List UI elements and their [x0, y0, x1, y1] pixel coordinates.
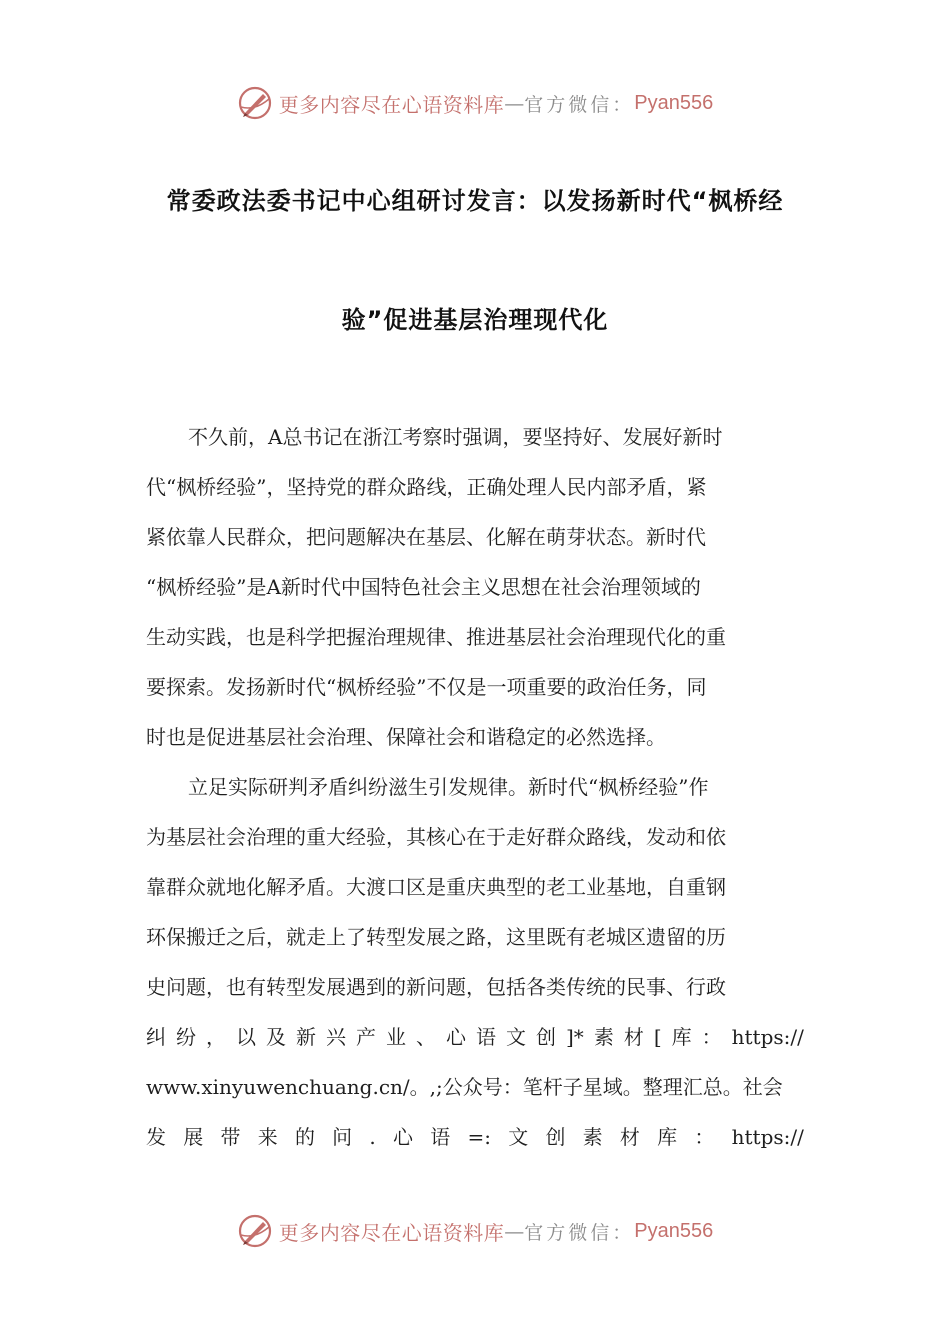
text-token: ：	[701, 1025, 722, 1049]
text-token: 语	[430, 1125, 451, 1149]
banner-wechat-label: 官方微信：	[524, 1221, 635, 1244]
banner-wechat-id: Pyan556	[634, 1219, 714, 1242]
text-token: 素	[593, 1025, 614, 1049]
text-token: 材	[623, 1025, 644, 1049]
paragraph-line: 紧依靠人民群众，把问题解决在基层、化解在萌芽状态。新时代	[146, 525, 706, 549]
paragraph-line: “枫桥经验”是A新时代中国特色社会主义思想在社会治理领域的	[146, 575, 701, 599]
text-token: 材	[619, 1125, 640, 1149]
text-token: https://	[731, 1025, 804, 1049]
text-token: 来	[257, 1125, 278, 1149]
paragraph-line: 史问题，也有转型发展遇到的新问题，包括各类传统的民事、行政	[146, 975, 726, 999]
document-title-line2: 验”促进基层治理现代化	[341, 306, 609, 334]
paragraph-line: 生动实践，也是科学把握治理规律、推进基层社会治理现代化的重	[146, 625, 726, 649]
document-title-line1: 常委政法委书记中心组研讨发言：以发扬新时代“枫桥经	[166, 187, 784, 215]
paragraph-line: 要探索。发扬新时代“枫桥经验”不仅是一项重要的政治任务，同	[146, 675, 707, 699]
text-token: 库	[671, 1025, 692, 1049]
text-token: 语	[476, 1025, 496, 1049]
banner-text: 更多内容尽在心语资料库	[278, 1220, 505, 1245]
text-token: .	[369, 1125, 376, 1149]
text-token: 产	[356, 1025, 376, 1049]
text-token: 纷	[176, 1025, 196, 1049]
text-token: 创	[545, 1125, 566, 1149]
text-token: 纠	[146, 1025, 166, 1049]
text-token: 新	[296, 1025, 316, 1049]
header-banner	[0, 81, 950, 125]
paragraph-line: www.xinyuwenchuang.cn/。,;公众号：笔杆子星域。整理汇总。社会	[146, 1075, 783, 1099]
pen-logo-icon	[237, 1213, 273, 1249]
paragraph-line: 不久前，A总书记在浙江考察时强调，要坚持好、发展好新时	[188, 425, 723, 449]
text-token: 带	[220, 1125, 241, 1149]
text-token: =:	[467, 1125, 491, 1149]
text-token: 及	[266, 1025, 286, 1049]
banner-separator: —	[504, 91, 525, 115]
text-token: 展	[183, 1125, 204, 1149]
paragraph-line: 靠群众就地化解矛盾。大渡口区是重庆典型的老工业基地，自重钢	[146, 875, 726, 899]
text-token: ：	[694, 1125, 715, 1149]
text-token: 的	[294, 1125, 315, 1149]
banner-wechat-label: 官方微信：	[524, 93, 635, 116]
text-token: 、	[416, 1025, 436, 1049]
text-token: 文	[506, 1025, 526, 1049]
paragraph-line-justified	[146, 1112, 804, 1162]
paragraph-line: 时也是促进基层社会治理、保障社会和谐稳定的必然选择。	[146, 725, 666, 749]
paragraph-line-justified	[146, 1012, 804, 1062]
paragraph-line: 为基层社会治理的重大经验，其核心在于走好群众路线，发动和依	[146, 825, 726, 849]
pen-logo-icon	[237, 85, 273, 121]
text-token: 业	[386, 1025, 406, 1049]
text-token: 创	[536, 1025, 556, 1049]
text-token: 兴	[326, 1025, 346, 1049]
text-token: [	[653, 1025, 662, 1049]
text-token: https://	[731, 1125, 804, 1149]
text-token: 文	[508, 1125, 529, 1149]
footer-banner	[0, 1209, 950, 1253]
text-token: 问	[332, 1125, 353, 1149]
banner-text: 更多内容尽在心语资料库	[278, 92, 505, 117]
paragraph-line: 代“枫桥经验”，坚持党的群众路线，正确处理人民内部矛盾，紧	[146, 475, 707, 499]
paragraph-line: 环保搬迁之后，就走上了转型发展之路，这里既有老城区遗留的历	[146, 925, 726, 949]
document-body	[146, 412, 804, 1162]
text-token: ，	[206, 1025, 226, 1049]
text-token: 心	[393, 1125, 413, 1149]
text-token: 以	[236, 1025, 256, 1049]
paragraph-line: 立足实际研判矛盾纠纷滋生引发规律。新时代“枫桥经验”作	[188, 775, 709, 799]
text-token: 库	[657, 1125, 678, 1149]
text-token: 发	[146, 1125, 166, 1149]
text-token: ]*	[566, 1025, 584, 1049]
banner-separator: —	[504, 1219, 525, 1243]
text-token: 素	[582, 1125, 603, 1149]
text-token: 心	[446, 1025, 466, 1049]
banner-wechat-id: Pyan556	[634, 91, 714, 114]
